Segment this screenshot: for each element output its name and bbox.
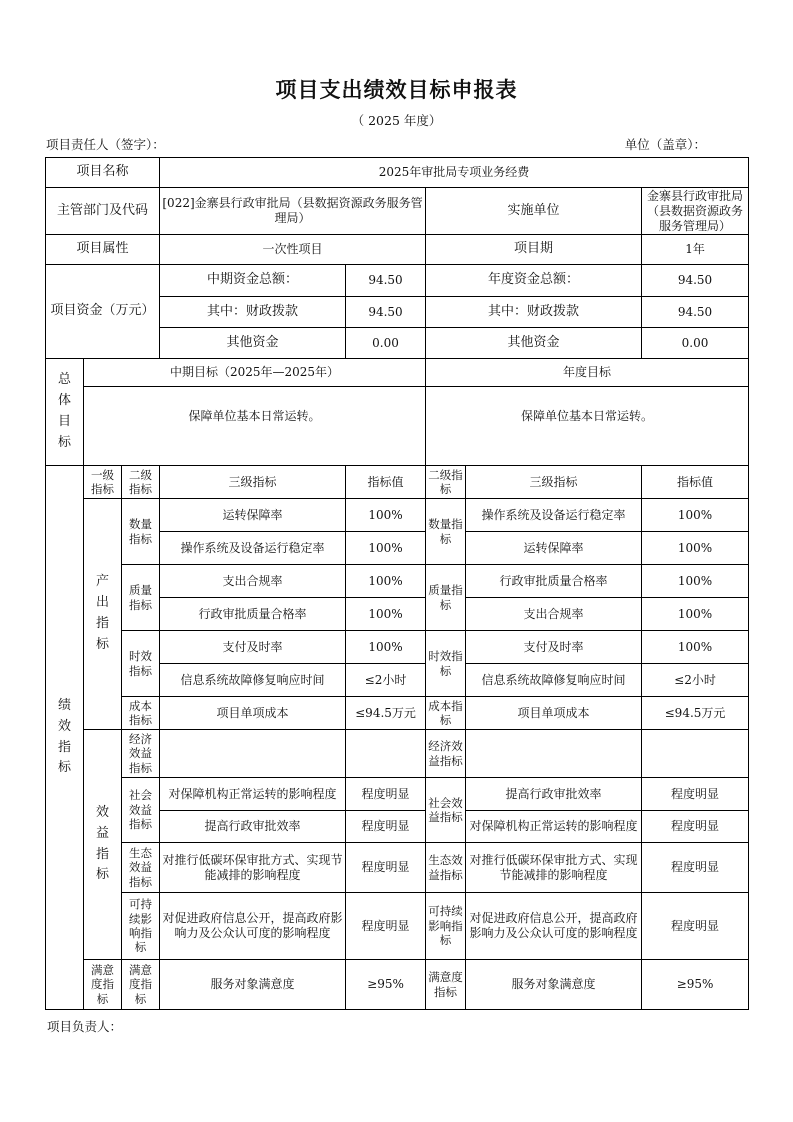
- indicator-value: [346, 730, 426, 778]
- fiscal-year-line: （ 2025 年度）: [351, 113, 442, 128]
- indicator-value: 程度明显: [346, 843, 426, 893]
- indicator-header-row: [46, 466, 749, 499]
- level1-header: 一级指标: [84, 466, 122, 499]
- ecological-indicator-mid: 生态效益指标: [122, 843, 160, 893]
- indicator-value: 程度明显: [346, 811, 426, 843]
- unit-seal-label: 单位（盖章）：: [624, 137, 706, 152]
- indicator-value: 程度明显: [642, 778, 749, 811]
- year-other-value: 0.00: [642, 328, 749, 359]
- level3-header-year: 三级指标: [466, 466, 642, 499]
- indicator-value: ≤2小时: [642, 664, 749, 697]
- mid-goal-header: 中期目标（2025年—2025年）: [84, 359, 426, 387]
- indicator-name: 提高行政审批效率: [160, 811, 346, 843]
- year-other-label: 其他资金: [426, 328, 642, 359]
- indicator-value: 程度明显: [642, 811, 749, 843]
- value-header-mid: 指标值: [346, 466, 426, 499]
- indicator-name: 项目单项成本: [160, 697, 346, 730]
- indicator-name: 行政审批质量合格率: [466, 565, 642, 598]
- indicator-name: 服务对象满意度: [466, 960, 642, 1010]
- table-row: [46, 778, 749, 811]
- indicator-name: [160, 730, 346, 778]
- table-row: [46, 631, 749, 664]
- satisfaction-indicator-year: 满意度指标: [426, 960, 466, 1010]
- overall-goals-label: 总体目标: [46, 359, 84, 466]
- indicator-value: 100%: [642, 631, 749, 664]
- project-funds-label: 项目资金（万元）: [46, 265, 160, 359]
- mid-total-value: 94.50: [346, 265, 426, 297]
- implementing-unit-value: 金寨县行政审批局（县数据资源政务服务管理局）: [642, 188, 749, 235]
- project-name-label: 项目名称: [46, 158, 160, 188]
- indicator-name: 运转保障率: [466, 532, 642, 565]
- project-attribute-row: [46, 235, 749, 265]
- mid-other-value: 0.00: [346, 328, 426, 359]
- indicator-value: 100%: [346, 565, 426, 598]
- goals-header-row: [46, 359, 749, 387]
- indicator-value: ≤94.5万元: [346, 697, 426, 730]
- indicator-name: 对推行低碳环保审批方式、实现节能减排的影响程度: [160, 843, 346, 893]
- indicator-name: 支付及时率: [466, 631, 642, 664]
- indicator-name: 对保障机构正常运转的影响程度: [466, 811, 642, 843]
- indicator-name: 运转保障率: [160, 499, 346, 532]
- mid-fiscal-value: 94.50: [346, 297, 426, 328]
- implementing-unit-label: 实施单位: [426, 188, 642, 235]
- project-attribute-value: 一次性项目: [160, 235, 426, 265]
- indicator-value: 100%: [346, 532, 426, 565]
- quality-indicator-year: 质量指标: [426, 565, 466, 631]
- indicator-name: 信息系统故障修复响应时间: [160, 664, 346, 697]
- mid-fiscal-label: 其中：财政拨款: [160, 297, 346, 328]
- performance-goal-table: [45, 157, 749, 1010]
- ecological-indicator-year: 生态效益指标: [426, 843, 466, 893]
- timeliness-indicator-mid: 时效指标: [122, 631, 160, 697]
- indicator-name: 支出合规率: [160, 565, 346, 598]
- indicator-value: 程度明显: [642, 843, 749, 893]
- economic-indicator-year: 经济效益指标: [426, 730, 466, 778]
- indicator-name: 对保障机构正常运转的影响程度: [160, 778, 346, 811]
- output-indicators-label: 产出指标: [84, 499, 122, 730]
- department-label: 主管部门及代码: [46, 188, 160, 235]
- mid-other-label: 其他资金: [160, 328, 346, 359]
- project-name-row: [46, 158, 749, 188]
- economic-indicator-mid: 经济效益指标: [122, 730, 160, 778]
- project-period-value: 1年: [642, 235, 749, 265]
- cost-indicator-mid: 成本指标: [122, 697, 160, 730]
- level2-header-mid: 二级指标: [122, 466, 160, 499]
- benefit-indicators-label: 效益指标: [84, 730, 122, 960]
- table-row: [46, 697, 749, 730]
- year-total-label: 年度资金总额：: [426, 265, 642, 297]
- social-indicator-year: 社会效益指标: [426, 778, 466, 843]
- department-row: [46, 188, 749, 235]
- level3-header-mid: 三级指标: [160, 466, 346, 499]
- goals-text-row: [46, 387, 749, 466]
- table-row: [46, 730, 749, 778]
- department-value: [022]金寨县行政审批局（县数据资源政务服务管理局）: [160, 188, 426, 235]
- indicator-value: 100%: [346, 631, 426, 664]
- table-row: [46, 843, 749, 893]
- indicator-name: 操作系统及设备运行稳定率: [160, 532, 346, 565]
- indicator-name: [466, 730, 642, 778]
- indicator-name: 操作系统及设备运行稳定率: [466, 499, 642, 532]
- form-title: 项目支出绩效目标申报表: [275, 78, 518, 102]
- indicator-value: ≤2小时: [346, 664, 426, 697]
- value-header-year: 指标值: [642, 466, 749, 499]
- funds-total-row: [46, 265, 749, 297]
- timeliness-indicator-year: 时效指标: [426, 631, 466, 697]
- indicator-value: [642, 730, 749, 778]
- indicator-name: 对推行低碳环保审批方式、实现节能减排的影响程度: [466, 843, 642, 893]
- year-goal-header: 年度目标: [426, 359, 749, 387]
- indicator-name: 支付及时率: [160, 631, 346, 664]
- project-period-label: 项目期: [426, 235, 642, 265]
- sustainability-indicator-mid: 可持续影响指标: [122, 893, 160, 960]
- table-row: [46, 565, 749, 598]
- indicator-name: 对促进政府信息公开，提高政府影响力及公众认可度的影响程度: [160, 893, 346, 960]
- performance-indicators-label: 绩效指标: [46, 466, 84, 1010]
- level2-header-year: 二级指标: [426, 466, 466, 499]
- indicator-value: ≥95%: [642, 960, 749, 1010]
- project-name-value: 2025年审批局专项业务经费: [160, 158, 749, 188]
- indicator-name: 服务对象满意度: [160, 960, 346, 1010]
- indicator-value: 程度明显: [346, 778, 426, 811]
- sustainability-indicator-year: 可持续影响指标: [426, 893, 466, 960]
- indicator-value: 程度明显: [642, 893, 749, 960]
- indicator-value: 100%: [346, 499, 426, 532]
- indicator-value: ≥95%: [346, 960, 426, 1010]
- year-fiscal-label: 其中：财政拨款: [426, 297, 642, 328]
- indicator-name: 项目单项成本: [466, 697, 642, 730]
- project-leader-label: 项目负责人：: [47, 1019, 123, 1034]
- mid-goal-text: 保障单位基本日常运转。: [84, 387, 426, 466]
- indicator-value: ≤94.5万元: [642, 697, 749, 730]
- quantity-indicator-year: 数量指标: [426, 499, 466, 565]
- table-row: [46, 893, 749, 960]
- indicator-value: 100%: [346, 598, 426, 631]
- table-row: [46, 499, 749, 532]
- indicator-name: 对促进政府信息公开，提高政府影响力及公众认可度的影响程度: [466, 893, 642, 960]
- indicator-name: 行政审批质量合格率: [160, 598, 346, 631]
- quality-indicator-mid: 质量指标: [122, 565, 160, 631]
- indicator-name: 提高行政审批效率: [466, 778, 642, 811]
- signature-line: [46, 135, 706, 153]
- satisfaction-indicator-mid: 满意度指标: [122, 960, 160, 1010]
- indicator-value: 100%: [642, 565, 749, 598]
- year-goal-text: 保障单位基本日常运转。: [426, 387, 749, 466]
- year-fiscal-value: 94.50: [642, 297, 749, 328]
- indicator-value: 100%: [642, 532, 749, 565]
- indicator-value: 100%: [642, 598, 749, 631]
- indicator-value: 程度明显: [346, 893, 426, 960]
- mid-total-label: 中期资金总额：: [160, 265, 346, 297]
- cost-indicator-year: 成本指标: [426, 697, 466, 730]
- project-responsible-label: 项目责任人（签字）：: [46, 137, 165, 152]
- social-indicator-mid: 社会效益指标: [122, 778, 160, 843]
- quantity-indicator-mid: 数量指标: [122, 499, 160, 565]
- indicator-name: 信息系统故障修复响应时间: [466, 664, 642, 697]
- indicator-name: 支出合规率: [466, 598, 642, 631]
- table-row: [46, 960, 749, 1010]
- project-attribute-label: 项目属性: [46, 235, 160, 265]
- satisfaction-level1-label: 满意度指标: [84, 960, 122, 1010]
- year-total-value: 94.50: [642, 265, 749, 297]
- indicator-value: 100%: [642, 499, 749, 532]
